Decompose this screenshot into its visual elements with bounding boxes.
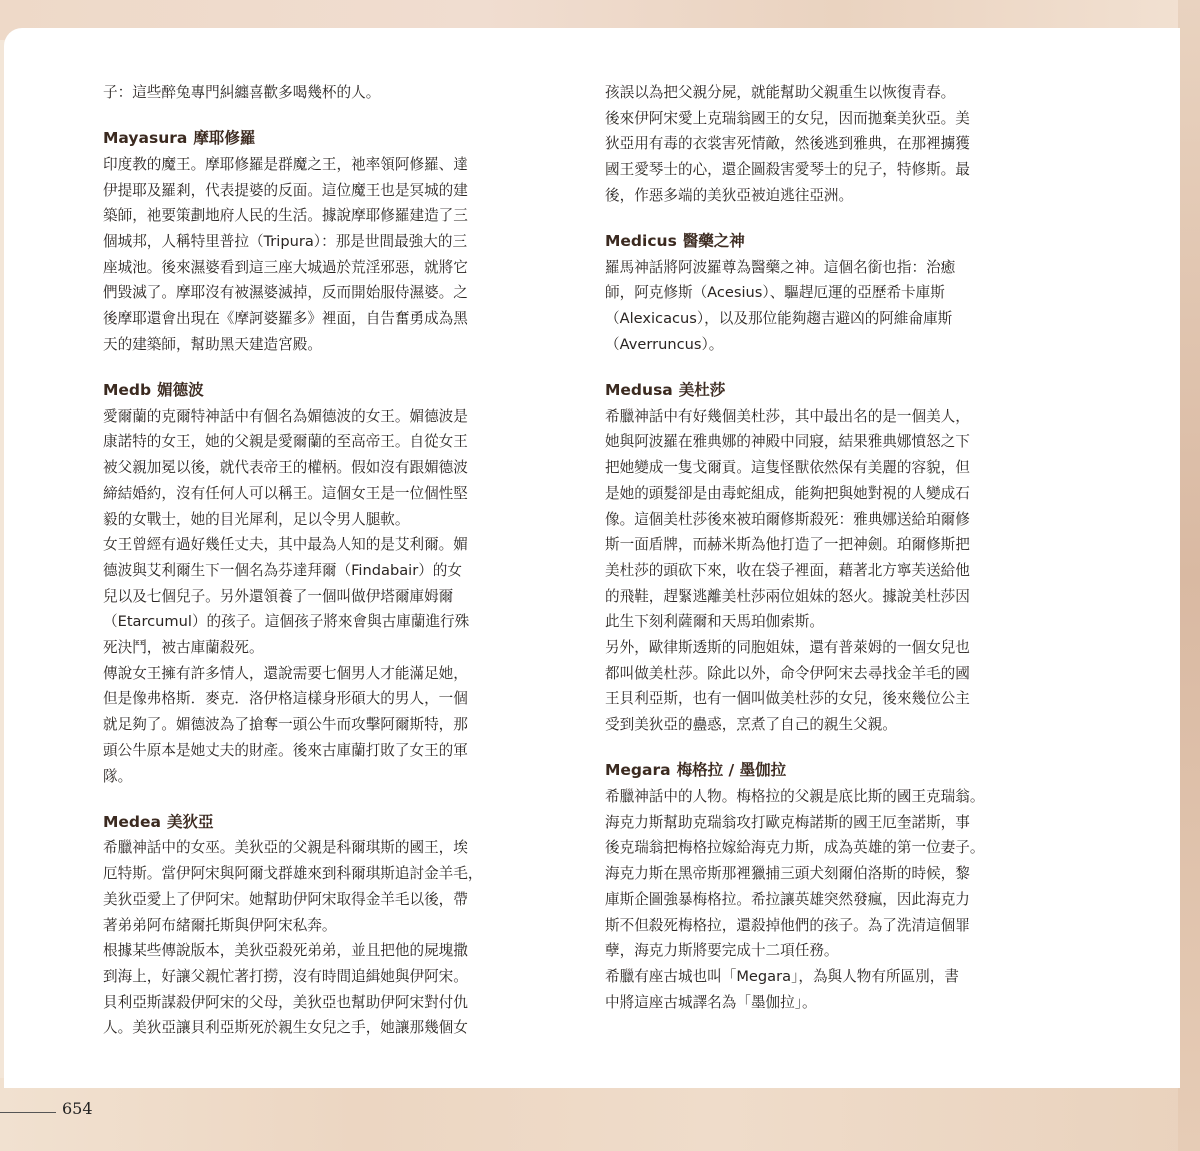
page-number-rule	[0, 1112, 56, 1113]
page-edge-right	[1178, 0, 1200, 1151]
entry-heading-latin: Mayasura	[103, 129, 188, 148]
entry-heading-chinese: 摩耶修羅	[193, 129, 256, 148]
entry-heading	[605, 229, 1060, 255]
page-number: 654	[62, 1099, 93, 1118]
entry-heading-latin: Megara	[605, 761, 671, 780]
entry-heading-chinese: 梅格拉 / 墨伽拉	[676, 761, 787, 780]
entry-paragraph: 希臘神話中的女巫。美狄亞的父親是科爾琪斯的國王，埃 厄特斯。當伊阿宋與阿爾戈群雄來到科爾琪斯追討金羊毛， 美狄亞愛上了伊阿宋。她幫助伊阿宋取得金羊毛以後，帶 著弟弟阿布緒爾托斯與伊阿宋私奔。	[103, 839, 483, 934]
entry-paragraph: 另外，歐律斯透斯的同胞姐妹，還有普萊姆的一個女兒也 都叫做美杜莎。除此以外，命令伊阿宋去尋找金羊毛的國 王貝利亞斯，也有一個叫做美杜莎的女兒，後來幾位公主 受到美狄亞的蠱惑，烹煮了自己的親生父親。	[605, 639, 970, 734]
dictionary-entry	[103, 810, 560, 1041]
entry-heading	[605, 758, 1060, 784]
entry-heading-chinese: 美杜莎	[678, 381, 726, 400]
entry-heading-latin: Medicus	[605, 232, 677, 251]
right-column	[605, 80, 1060, 1036]
dictionary-entry	[103, 378, 560, 789]
entry-heading-chinese: 媚德波	[157, 381, 204, 400]
entry-heading-chinese: 美狄亞	[167, 812, 214, 831]
entry-paragraph: 希臘神話中有好幾個美杜莎，其中最出名的是一個美人， 她與阿波羅在雅典娜的神殿中同寢，結果雅典娜憤怒之下 把她變成一隻戈爾貢。這隻怪獸依然保有美麗的容貌，但 是她的頭髮卻是由毒蛇組成，能夠把與她對視的人變成石 像。這個美杜莎後來被珀爾修斯殺死：雅典娜送給珀爾修 斯一面盾牌，而赫米斯為他打造了一把神劍。珀爾修斯把 美杜莎的頭砍下來，收在袋子裡面，藉著北方寧芙送給他 的飛鞋，趕緊逃離美杜莎兩位姐妹的怒火。據說美杜莎因 此生下刻利薩爾和天馬珀伽索斯。	[605, 407, 970, 631]
entry-paragraph: 愛爾蘭的克爾特神話中有個名為媚德波的女王。媚德波是 康諾特的女王，她的父親是愛爾蘭的至高帝王。自從女王 被父親加冕以後，就代表帝王的權柄。假如沒有跟媚德波 締結婚約，沒有任何人可以稱王。這個女王是一位個性堅 毅的女戰士，她的目光犀利，足以令男人腿軟。	[103, 407, 468, 528]
entry-paragraph: 希臘神話中的人物。梅格拉的父親是底比斯的國王克瑞翁。 海克力斯幫助克瑞翁攻打歐克梅諾斯的國王厄奎諾斯，事 後克瑞翁把梅格拉嫁給海克力斯，成為英雄的第一位妻子。 海克力斯在黑帝斯那裡獵捕三頭犬刻爾伯洛斯的時候，黎 庫斯企圖強暴梅格拉。希拉讓英雄突然發瘋，因此海克力 斯不但殺死梅格拉，還殺掉他們的孩子。為了洗清這個罪 孽，海克力斯將要完成十二項任務。	[605, 788, 985, 960]
entry-paragraph: 子：這些醉兔專門糾纏喜歡多喝幾杯的人。	[103, 84, 381, 101]
entry-heading-latin: Medea	[103, 812, 162, 831]
entry-heading-latin: Medb	[103, 381, 152, 400]
dictionary-entry	[103, 80, 560, 106]
entry-paragraph: 印度教的魔王。摩耶修羅是群魔之王，祂率領阿修羅、達 伊提耶及羅剎，代表提婆的反面。這位魔王也是冥城的建 築師，祂要策劃地府人民的生活。據說摩耶修羅建造了三 個城邦，人稱特里普拉（Tripura）：那是世間最強大的三 座城池。後來濕婆看到這三座大城過於荒淫邪惡，就將它 們毀滅了。摩耶沒有被濕婆滅掉，反而開始服侍濕婆。之 後摩耶還會出現在《摩訶婆羅多》裡面，自告奮勇成為黑 天的建築師，幫助黑天建造宮殿。	[103, 155, 468, 353]
dictionary-entry	[103, 126, 560, 357]
entry-heading	[103, 810, 560, 836]
dictionary-entry	[605, 80, 1060, 209]
entry-heading-latin: Medusa	[605, 381, 673, 400]
entry-paragraph: 羅馬神話將阿波羅尊為醫藥之神。這個名銜也指：治癒 師，阿克修斯（Acesius）、驅趕厄運的亞歷希卡庫斯 （Alexicacus），以及那位能夠趨吉避凶的阿維侖庫斯 （Averruncus）。	[605, 258, 956, 353]
entry-paragraph: 傳說女王擁有許多情人，還說需要七個男人才能滿足她， 但是像弗格斯．麥克．洛伊格這樣身形碩大的男人，一個 就足夠了。媚德波為了搶奪一頭公牛而攻擊阿爾斯特，那 頭公牛原本是她丈夫的財產。後來古庫蘭打敗了女王的軍 隊。	[103, 664, 468, 785]
entry-paragraph: 根據某些傳說版本，美狄亞殺死弟弟，並且把他的屍塊撒 到海上，好讓父親忙著打撈，沒有時間追緝她與伊阿宋。 貝利亞斯謀殺伊阿宋的父母，美狄亞也幫助伊阿宋對付仇 人。美狄亞讓貝利亞斯死於親生女兒之手，她讓那幾個女	[103, 942, 468, 1037]
entry-heading-chinese: 醫藥之神	[682, 232, 745, 251]
dictionary-entry	[605, 758, 1060, 1015]
dictionary-entry	[605, 229, 1060, 358]
entry-heading	[103, 378, 560, 404]
entry-paragraph: 女王曾經有過好幾任丈夫，其中最為人知的是艾利爾。媚 德波與艾利爾生下一個名為芬達拜爾（Findabair）的女 兒以及七個兒子。另外還領養了一個叫做伊塔爾庫姆爾 （Etarcumul）的孩子。這個孩子將來會與古庫蘭進行殊 死決鬥，被古庫蘭殺死。	[103, 536, 470, 657]
entry-heading	[103, 126, 560, 152]
entry-paragraph: 希臘有座古城也叫「Megara」，為與人物有所區別，書 中將這座古城譯名為「墨伽拉」。	[605, 968, 959, 1011]
dictionary-entry	[605, 378, 1060, 738]
page-footer	[0, 1099, 200, 1123]
entry-heading	[605, 378, 1060, 404]
left-column	[103, 80, 560, 1062]
entry-paragraph: 孩誤以為把父親分屍，就能幫助父親重生以恢復青春。 後來伊阿宋愛上克瑞翁國王的女兒，因而拋棄美狄亞。美 狄亞用有毒的衣裳害死情敵，然後逃到雅典，在那裡擄獲 國王愛琴士的心，還企圖殺害愛琴士的兒子，特修斯。最 後，作惡多端的美狄亞被迫逃往亞洲。	[605, 84, 970, 204]
